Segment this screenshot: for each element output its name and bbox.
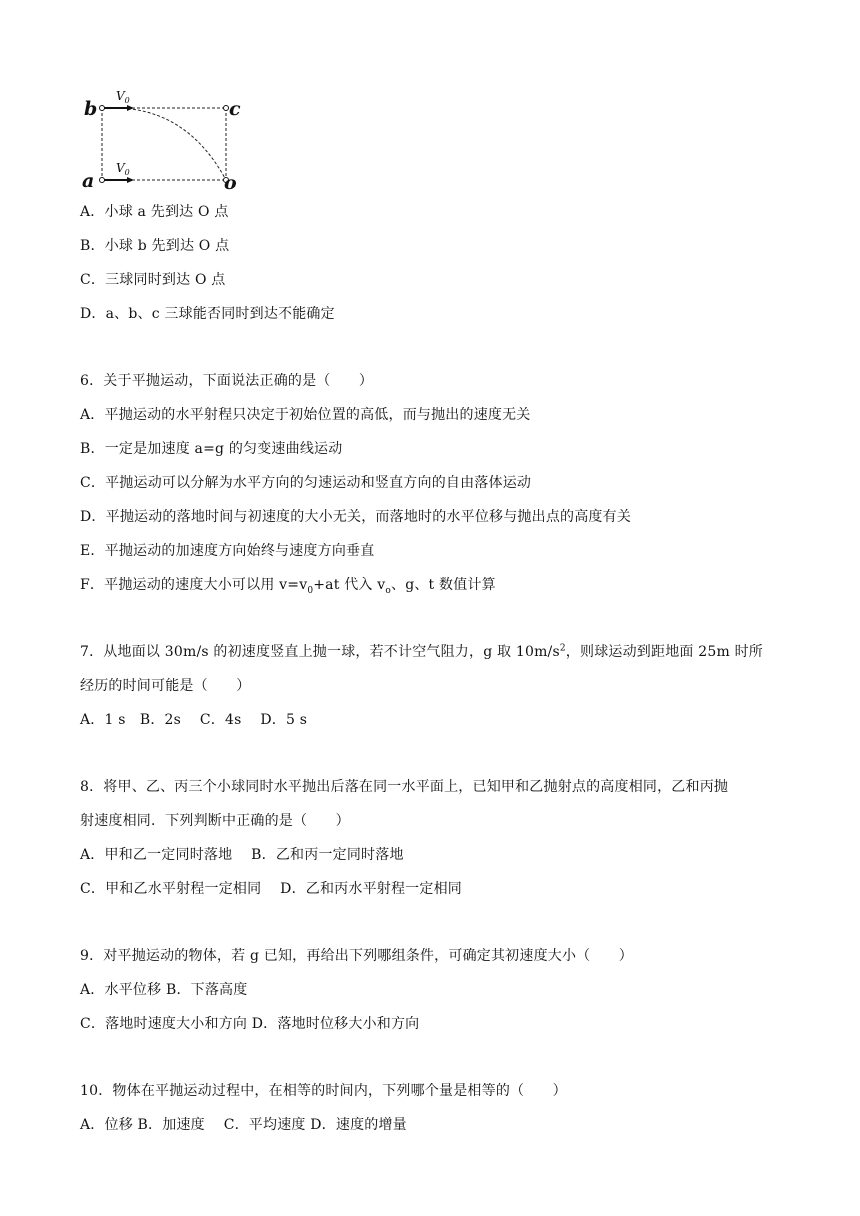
q7-options: A．1 s B．2s C．4s D．5 s — [80, 712, 308, 728]
point-c — [224, 106, 229, 111]
q6-stem: 6．关于平抛运动，下面说法正确的是（ ） — [80, 373, 374, 389]
arrowhead-top — [127, 105, 134, 111]
label-c: c — [229, 98, 241, 120]
q5-option-c: C．三球同时到达 O 点 — [80, 272, 226, 288]
q6-option-c: C．平抛运动可以分解为水平方向的匀速运动和竖直方向的自由落体运动 — [80, 475, 532, 491]
q6-option-e: E．平抛运动的加速度方向始终与速度方向垂直 — [80, 543, 375, 559]
label-o: o — [224, 172, 237, 192]
q6-option-f: F．平抛运动的速度大小可以用 $v=v_0+at$ 代入 $v_o$、g、t 数值计算 — [80, 577, 496, 596]
q8-options-line1: A．甲和乙一定同时落地 B．乙和丙一定同时落地 — [80, 847, 404, 863]
q9-options-line1: A．水平位移 B．下落高度 — [80, 982, 248, 998]
label-a: a — [82, 170, 95, 192]
arrowhead-bottom — [127, 177, 134, 183]
q7-stem-line2: 经历的时间可能是（ ） — [80, 678, 251, 694]
q9-stem: 9．对平抛运动的物体，若 g 已知，再给出下列哪组条件，可确定其初速度大小（ ） — [80, 948, 633, 964]
label-b: b — [84, 98, 98, 120]
q10-options: A．位移 B．加速度 C．平均速度 D．速度的增量 — [80, 1117, 407, 1133]
projectile-figure — [78, 86, 248, 192]
point-a — [100, 178, 105, 183]
q5-option-b: B．小球 b 先到达 O 点 — [80, 238, 230, 254]
q8-options-line2: C．甲和乙水平射程一定相同 D．乙和丙水平射程一定相同 — [80, 881, 462, 897]
q8-stem-line2: 射速度相同．下列判断中正确的是（ ） — [80, 813, 350, 829]
q5-option-d: D．a、b、c 三球能否同时到达不能确定 — [80, 306, 335, 322]
q7-stem-line1: 7．从地面以 30m/s 的初速度竖直上抛一球，若不计空气阻力，g 取 $10m/s^2$，则球运动到距地面 25m 时所 — [80, 643, 763, 660]
point-b — [100, 106, 105, 111]
q10-stem: 10．物体在平抛运动过程中，在相等的时间内，下列哪个量是相等的（ ） — [80, 1083, 567, 1099]
q9-options-line2: C．落地时速度大小和方向 D．落地时位移大小和方向 — [80, 1016, 420, 1032]
q6-option-d: D．平抛运动的落地时间与初速度的大小无关，而落地时的水平位移与抛出点的高度有关 — [80, 509, 632, 525]
trajectory-curve — [118, 108, 226, 180]
v0-label-top: $V_0$ — [116, 89, 130, 105]
q6-option-a: A．平抛运动的水平射程只决定于初始位置的高低，而与抛出的速度无关 — [80, 407, 531, 423]
q5-option-a: A．小球 a 先到达 O 点 — [80, 204, 229, 220]
v0-label-bottom: $V_0$ — [116, 161, 130, 177]
q6-option-b: B．一定是加速度 a=g 的匀变速曲线运动 — [80, 441, 343, 457]
q8-stem-line1: 8．将甲、乙、丙三个小球同时水平抛出后落在同一水平面上，已知甲和乙抛射点的高度相同，乙和丙抛 — [80, 779, 729, 795]
